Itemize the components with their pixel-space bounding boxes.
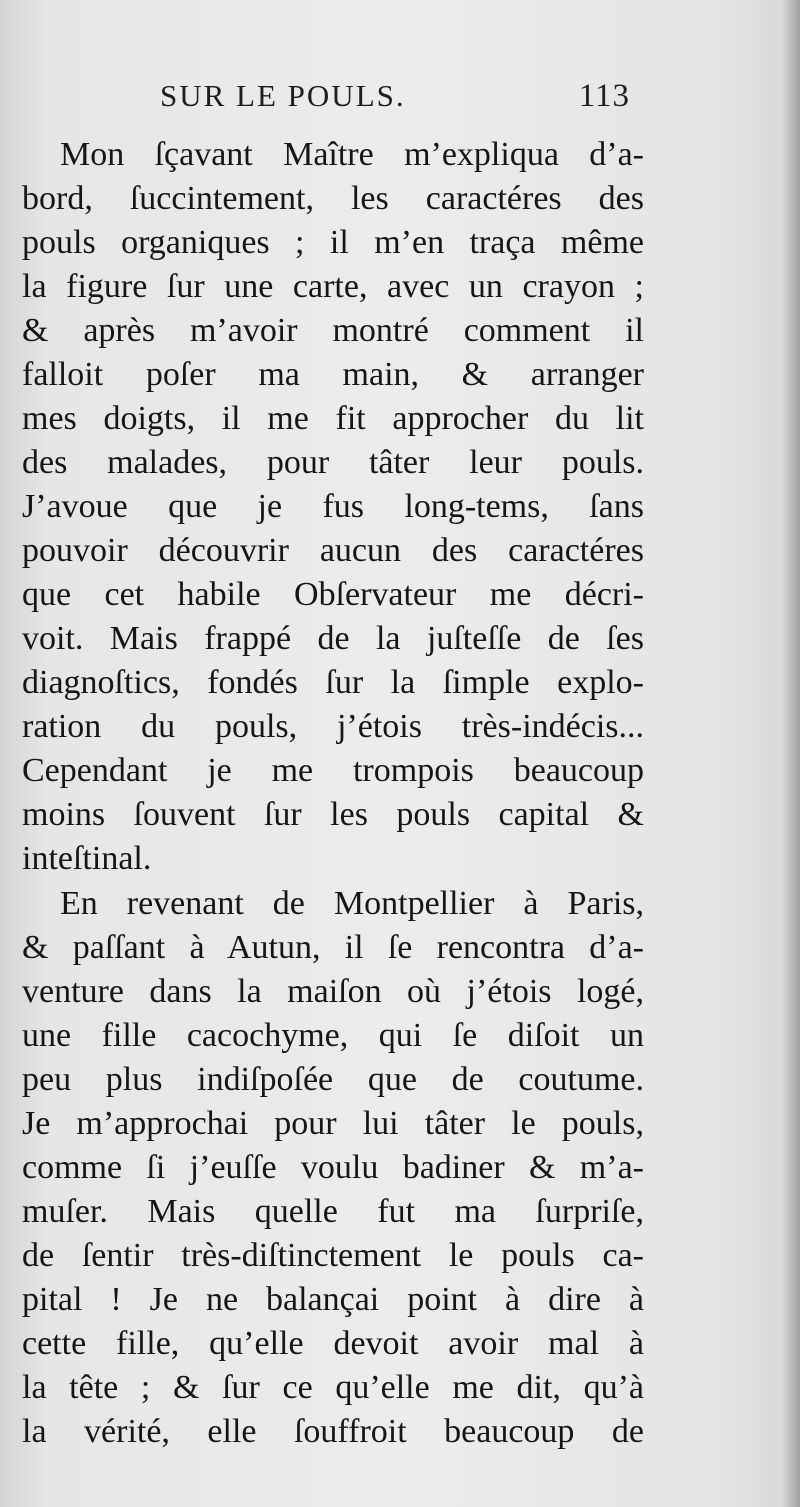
text-line: pital ! Je ne balançai point à dire à [22,1281,644,1318]
text-line: la figure ſur une carte, avec un crayon ; [22,268,644,305]
text-line: des malades, pour tâter leur pouls. [22,444,644,481]
text-line: En revenant de Montpellier à Paris, [60,885,644,922]
text-line: Mon ſçavant Maître m’expliqua d’a- [60,136,644,173]
text-line: comme ſi j’euſſe voulu badiner & m’a- [22,1149,644,1186]
running-head [160,78,630,118]
text-line: une fille cacochyme, qui ſe diſoit un [22,1017,644,1054]
text-line: mes doigts, il me fit approcher du lit [22,400,644,437]
text-line: & paſſant à Autun, il ſe rencontra d’a- [22,929,644,966]
text-line: ration du pouls, j’étois très-indécis... [22,708,644,745]
page-number: 113 [578,78,630,114]
text-line: pouls organiques ; il m’en traça même [22,224,644,261]
running-title: SUR LE POULS. [160,78,406,113]
text-line: & après m’avoir montré comment il [22,312,644,349]
text-line: pouvoir découvrir aucun des caractéres [22,532,644,569]
text-line: moins ſouvent ſur les pouls capital & [22,796,644,833]
text-line: J’avoue que je fus long-tems, ſans [22,488,644,525]
text-line: inteſtinal. [22,840,152,877]
text-line: diagnoſtics, fondés ſur la ſimple explo- [22,664,644,701]
text-line: Je m’approchai pour lui tâter le pouls, [22,1105,644,1142]
text-line: muſer. Mais quelle fut ma ſurpriſe, [22,1193,644,1230]
text-line: la vérité, elle ſouffroit beaucoup de [22,1413,644,1450]
text-line: bord, ſuccintement, les caractéres des [22,180,644,217]
text-line: cette fille, qu’elle devoit avoir mal à [22,1325,644,1362]
text-line: peu plus indiſpoſée que de coutume. [22,1061,644,1098]
body-text [22,133,644,1454]
text-line: de ſentir très-diſtinctement le pouls ca- [22,1237,644,1274]
text-line: la tête ; & ſur ce qu’elle me dit, qu’à [22,1369,644,1406]
text-line: que cet habile Obſervateur me décri- [22,576,644,613]
text-line: venture dans la maiſon où j’étois logé, [22,973,644,1010]
text-line: Cependant je me trompois beaucoup [22,752,644,789]
text-line: falloit poſer ma main, & arranger [22,356,644,393]
text-line: voit. Mais frappé de la juſteſſe de ſes [22,620,644,657]
page-edge-shadow [782,0,800,1507]
